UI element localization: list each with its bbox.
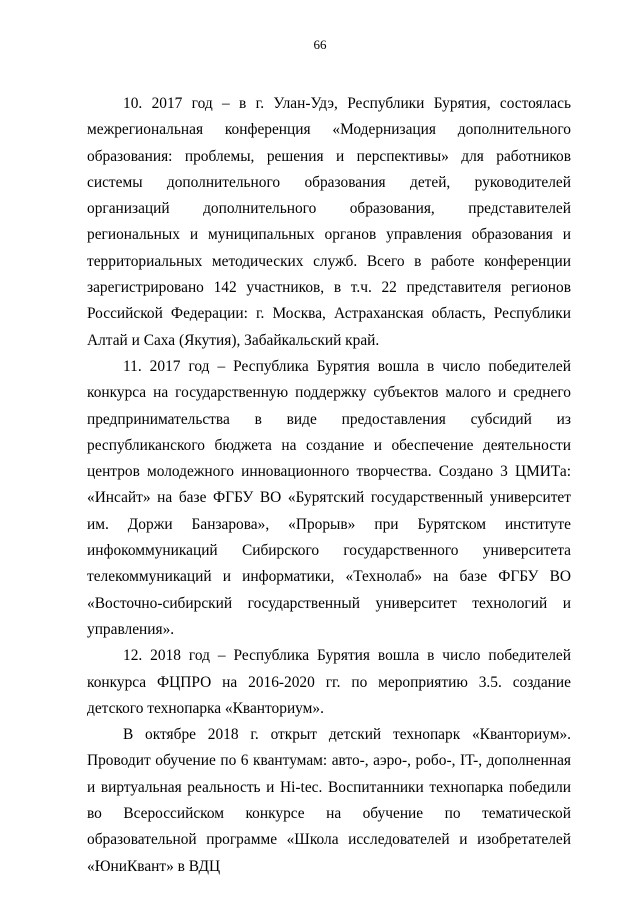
page-number: 66 <box>313 37 327 52</box>
document-body <box>87 91 571 880</box>
paragraph-10: 10. 2017 год – в г. Улан-Удэ, Республики Бурятия, состоялась межрегиональная конференция «Модернизация дополнительного образования: проблемы, решения и перспективы» для работников системы дополнительного образования детей, руководителей организаций дополнительного образования, представителей региональных и муниципальных органов управления образования и территориальных методических служб. Всего в работе конференции зарегистрировано 142 участников, в т.ч. 22 представителя регионов Российской Федерации: г. Москва, Астраханская область, Республики Алтай и Саха (Якутия), Забайкальский край. <box>87 95 571 349</box>
paragraph-11: 11. 2017 год – Республика Бурятия вошла в число победителей конкурса на государственную поддержку субъектов малого и среднего предпринимательства в виде предоставления субсидий из республиканского бюджета на создание и обеспечение деятельности центров молодежного инновационного творчества. Создано 3 ЦМИТа: «Инсайт» на базе ФГБУ ВО «Бурятский государственный университет им. Доржи Банзарова», «Прорыв» при Бурятском институте инфокоммуникаций Сибирского государственного университета телекоммуникаций и информатики, «Технолаб» на базе ФГБУ ВО «Восточно-сибирский государственный университет технологий и управления». <box>87 357 571 638</box>
paragraph-12: 12. 2018 год – Республика Бурятия вошла в число победителей конкурса ФЦПРО на 2016-2020 гг. по мероприятию 3.5. создание детского технопарка «Кванториум». <box>87 647 571 717</box>
paragraph-kvantorium: В октябре 2018 г. открыт детский технопарк «Кванториум». Проводит обучение по 6 квантумам: авто-, аэро-, робо-, IT-, дополненная и виртуальная реальность и Hi-tec. Воспитанники технопарка победили во Всероссийском конкурсе на обучение по тематической образовательной программе «Школа исследователей и изобретателей «ЮниКвант» в ВДЦ <box>87 726 571 875</box>
